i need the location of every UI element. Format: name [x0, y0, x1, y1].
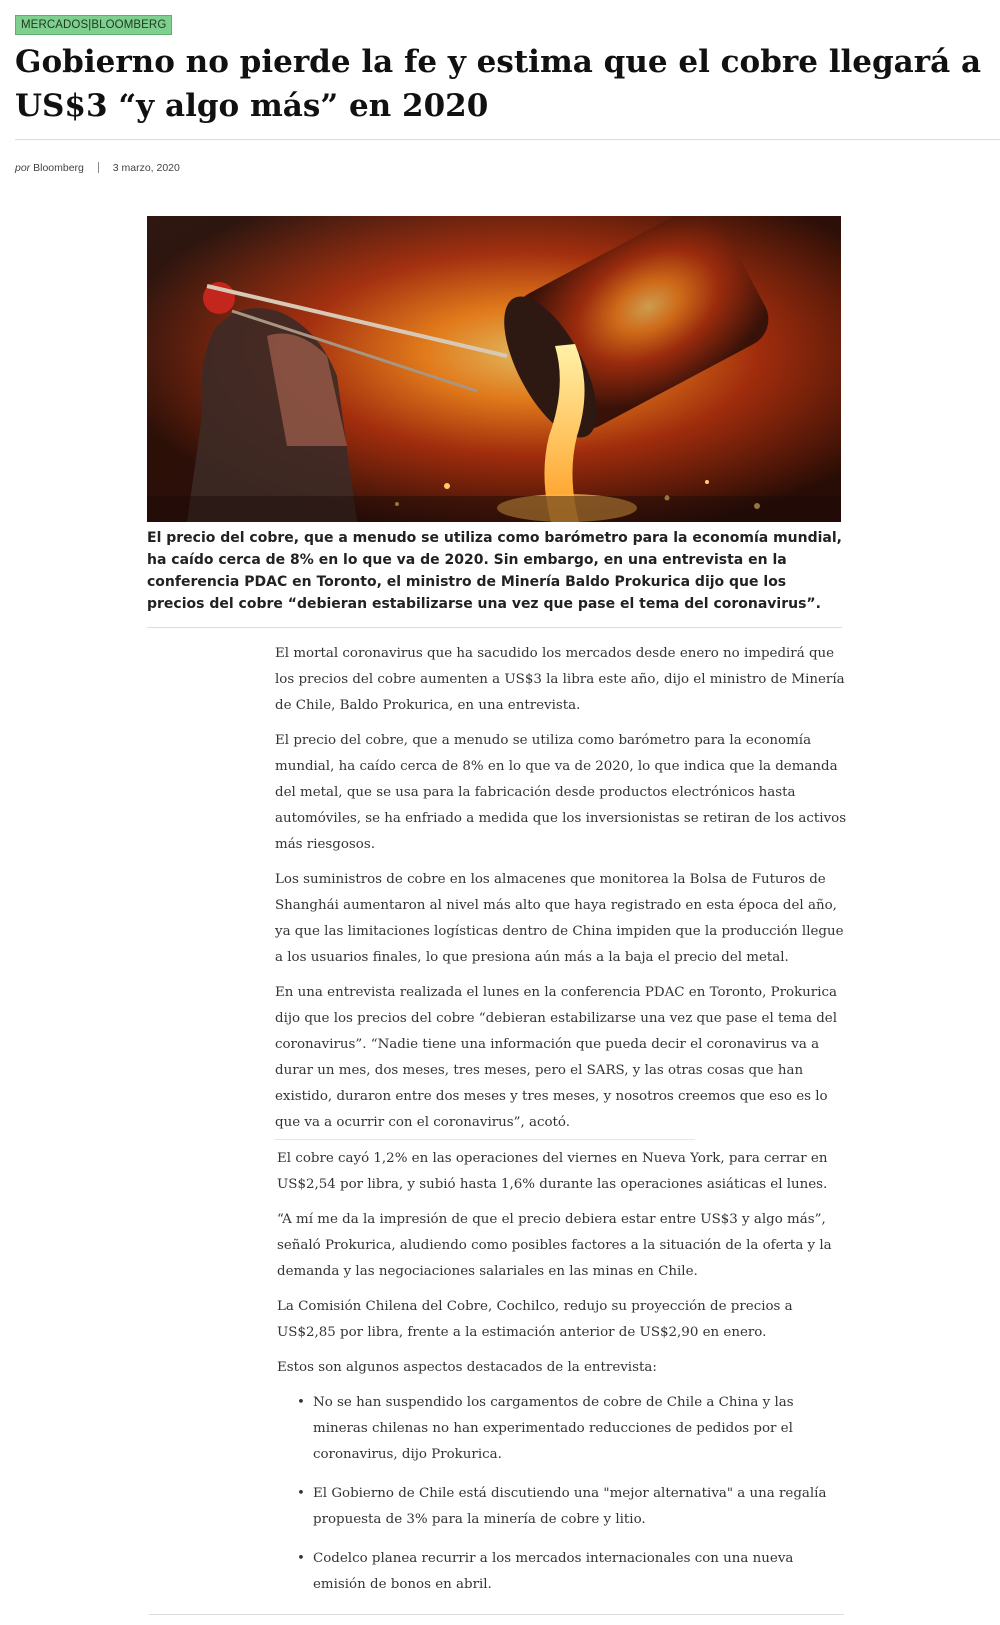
paragraph: Estos son algunos aspectos destacados de la entrevista: [277, 1360, 657, 1375]
byline [15, 162, 180, 174]
byline-prefix: por [15, 162, 31, 174]
list-item: • El Gobierno de Chile está discutiendo una "mejor alternativa" a una regalía propuesta de 3% para la minería de cobre y litio. [297, 1481, 847, 1533]
paragraph: El mortal coronavirus que ha sacudido los mercados desde enero no impedirá que los precios del cobre aumenten a US$3 la libra este año, dijo el ministro de Minería de Chile, Baldo Prokurica, en una entrevista. [275, 646, 845, 713]
author-link[interactable]: Bloomberg [33, 162, 84, 174]
tag-section-link[interactable]: MERCADOS [21, 19, 89, 31]
paragraph: “A mí me da la impresión de que el precio debiera estar entre US$3 y algo más”, señaló Prokurica, aludiendo como posibles factores a la situación de la oferta y la demanda y las negociaciones salariales en las minas en Chile. [277, 1212, 832, 1279]
byline-separator [98, 162, 99, 173]
paragraph: El cobre cayó 1,2% en las operaciones del viernes en Nueva York, para cerrar en US$2,54 por libra, y subió hasta 1,6% durante las operaciones asiáticas el lunes. [277, 1151, 828, 1192]
paragraph: La Comisión Chilena del Cobre, Cochilco, redujo su proyección de precios a US$2,85 por libra, frente a la estimación anterior de US$2,90 en enero. [277, 1299, 793, 1340]
caption-divider [147, 627, 842, 628]
list-item: • Codelco planea recurrir a los mercados internacionales con una nueva emisión de bonos en abril. [297, 1546, 847, 1598]
highlights-list [297, 1390, 847, 1598]
body-divider [275, 1139, 695, 1140]
paragraph: En una entrevista realizada el lunes en la conferencia PDAC en Toronto, Prokurica dijo que los precios del cobre “debieran estabilizarse una vez que pase el tema del coronavirus”. “Nadie tiene una información que pueda decir el coronavirus va a durar un mes, dos meses, tres meses, pero el SARS, y las otras cosas que han existido, duraron entre dos meses y tres meses, y nosotros creemos que eso es lo que va a ocurrir con el coronavirus”, acotó. [275, 985, 838, 1130]
image-caption: El precio del cobre, que a menudo se utiliza como barómetro para la economía mundial, ha caído cerca de 8% en lo que va de 2020. Sin embargo, en una entrevista en la conferencia PDAC en Toronto, el ministro de Minería Baldo Prokurica dijo que los precios del cobre “debieran estabilizarse una vez que pase el tema del coronavirus”. [147, 530, 842, 612]
list-item: • No se han suspendido los cargamentos de cobre de Chile a China y las mineras chilenas no han experimentado reducciones de pedidos por el coronavirus, dijo Prokurica. [297, 1390, 847, 1468]
tag-source-link[interactable]: BLOOMBERG [91, 19, 167, 31]
hero-image-molten-copper [147, 216, 841, 522]
article-title: Gobierno no pierde la fe y estima que el cobre llegará a US$3 “y algo más” en 2020 [15, 44, 982, 124]
title-divider [15, 139, 1000, 140]
category-tag[interactable] [15, 15, 172, 35]
publish-date: 3 marzo, 2020 [112, 162, 180, 174]
paragraph: El precio del cobre, que a menudo se utiliza como barómetro para la economía mundial, ha caído cerca de 8% en lo que va de 2020, lo que indica que la demanda del metal, que se usa para la fabricación desde productos electrónicos hasta automóviles, se ha enfriado a medida que los inversionistas se retiran de los activos más riesgosos. [275, 733, 847, 852]
article-end-divider [149, 1614, 844, 1615]
tag-separator: | [88, 19, 92, 31]
paragraph: Los suministros de cobre en los almacenes que monitorea la Bolsa de Futuros de Shanghái aumentaron al nivel más alto que haya registrado en esta época del año, ya que las limitaciones logísticas dentro de China impiden que la producción llegue a los usuarios finales, lo que presiona aún más a la baja el precio del metal. [275, 872, 844, 965]
article-body [275, 641, 847, 1611]
